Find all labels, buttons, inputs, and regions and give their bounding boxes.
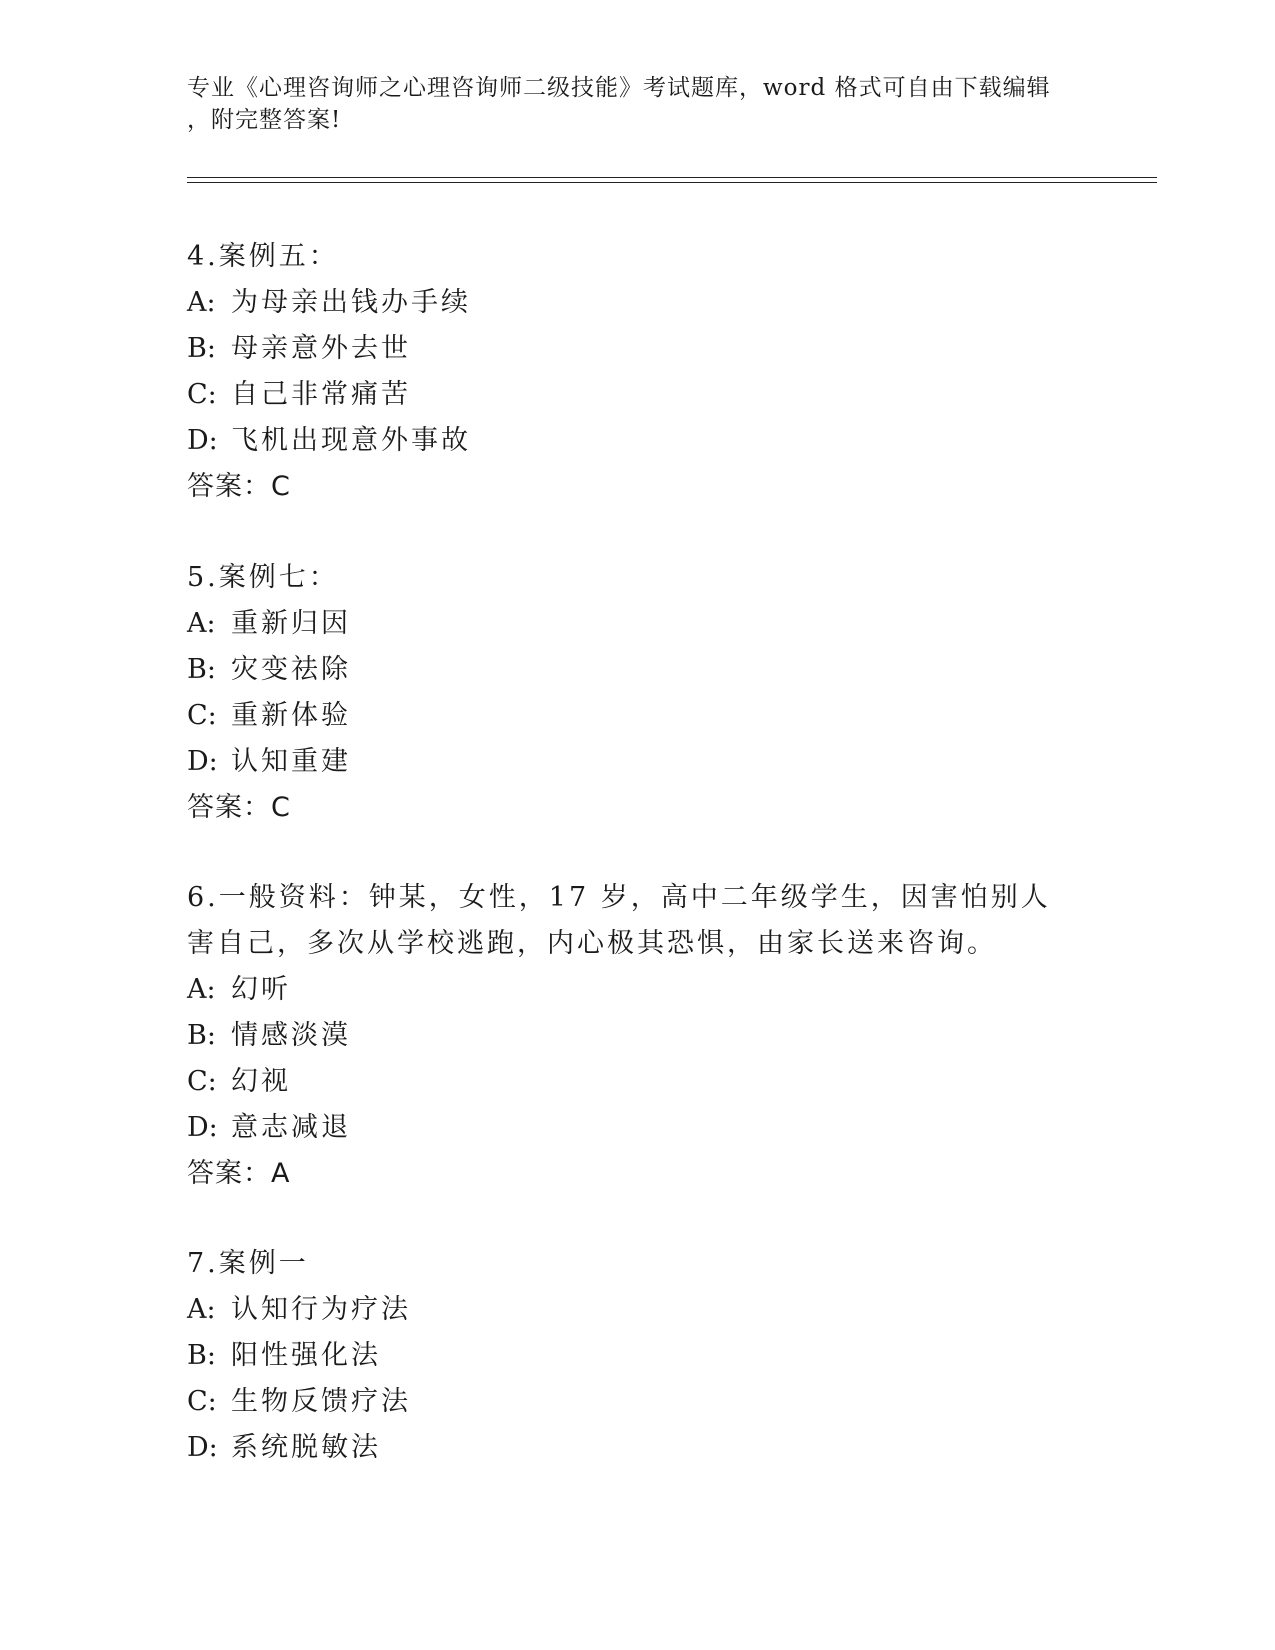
header-divider-top (187, 177, 1157, 178)
option-text: 为母亲出钱办手续 (231, 287, 471, 318)
option-letter: B: (187, 333, 216, 364)
option-letter: C: (187, 700, 217, 731)
question-6 (187, 875, 1087, 1197)
option-letter: B: (187, 1340, 216, 1371)
question-stem: 4.案例五： (187, 241, 339, 272)
option-letter: A: (187, 608, 216, 639)
question-7 (187, 1241, 1087, 1471)
option-c (187, 693, 1087, 739)
option-c (187, 1379, 1087, 1425)
option-letter: D: (187, 425, 218, 456)
option-text: 认知行为疗法 (231, 1294, 411, 1325)
option-text: 重新体验 (231, 700, 351, 731)
option-letter: A: (187, 1294, 216, 1325)
option-text: 自己非常痛苦 (231, 379, 411, 410)
option-text: 情感淡漠 (231, 1020, 351, 1051)
option-text: 认知重建 (231, 746, 351, 777)
option-text: 系统脱敏法 (231, 1432, 381, 1463)
option-text: 阳性强化法 (231, 1340, 381, 1371)
option-a (187, 280, 1087, 326)
option-letter: A: (187, 974, 216, 1005)
document-header (187, 72, 1067, 136)
question-5 (187, 555, 1087, 831)
answer-line: 答案：A (187, 1158, 291, 1189)
header-line-1: 专业《心理咨询师之心理咨询师二级技能》考试题库，word 格式可自由下载编辑 (187, 75, 1051, 101)
option-letter: B: (187, 654, 216, 685)
option-b (187, 326, 1087, 372)
option-d (187, 739, 1087, 785)
option-text: 幻视 (231, 1066, 291, 1097)
option-c (187, 372, 1087, 418)
option-text: 生物反馈疗法 (231, 1386, 411, 1417)
answer-line: 答案：C (187, 792, 291, 823)
option-b (187, 647, 1087, 693)
option-d (187, 1425, 1087, 1471)
option-letter: D: (187, 1112, 218, 1143)
option-b (187, 1013, 1087, 1059)
option-letter: D: (187, 1432, 218, 1463)
option-text: 意志减退 (231, 1112, 351, 1143)
header-line-2: ，附完整答案! (187, 107, 342, 133)
option-letter: C: (187, 379, 217, 410)
option-text: 重新归因 (231, 608, 351, 639)
option-b (187, 1333, 1087, 1379)
option-a (187, 1287, 1087, 1333)
option-d (187, 418, 1087, 464)
option-letter: C: (187, 1066, 217, 1097)
option-letter: A: (187, 287, 216, 318)
question-4 (187, 234, 1087, 510)
option-d (187, 1105, 1087, 1151)
option-text: 幻听 (231, 974, 291, 1005)
question-stem: 6.一般资料：钟某，女性，17 岁，高中二年级学生，因害怕别人害自己，多次从学校逃跑，内心极其恐惧，由家长送来咨询。 (187, 882, 1051, 959)
answer-line: 答案：C (187, 471, 291, 502)
header-divider-bottom (187, 182, 1157, 183)
option-text: 灾变祛除 (231, 654, 351, 685)
option-text: 母亲意外去世 (231, 333, 411, 364)
option-a (187, 601, 1087, 647)
option-c (187, 1059, 1087, 1105)
option-text: 飞机出现意外事故 (231, 425, 471, 456)
question-stem: 7.案例一 (187, 1248, 309, 1279)
option-a (187, 967, 1087, 1013)
option-letter: B: (187, 1020, 216, 1051)
question-stem: 5.案例七： (187, 562, 339, 593)
option-letter: C: (187, 1386, 217, 1417)
option-letter: D: (187, 746, 218, 777)
